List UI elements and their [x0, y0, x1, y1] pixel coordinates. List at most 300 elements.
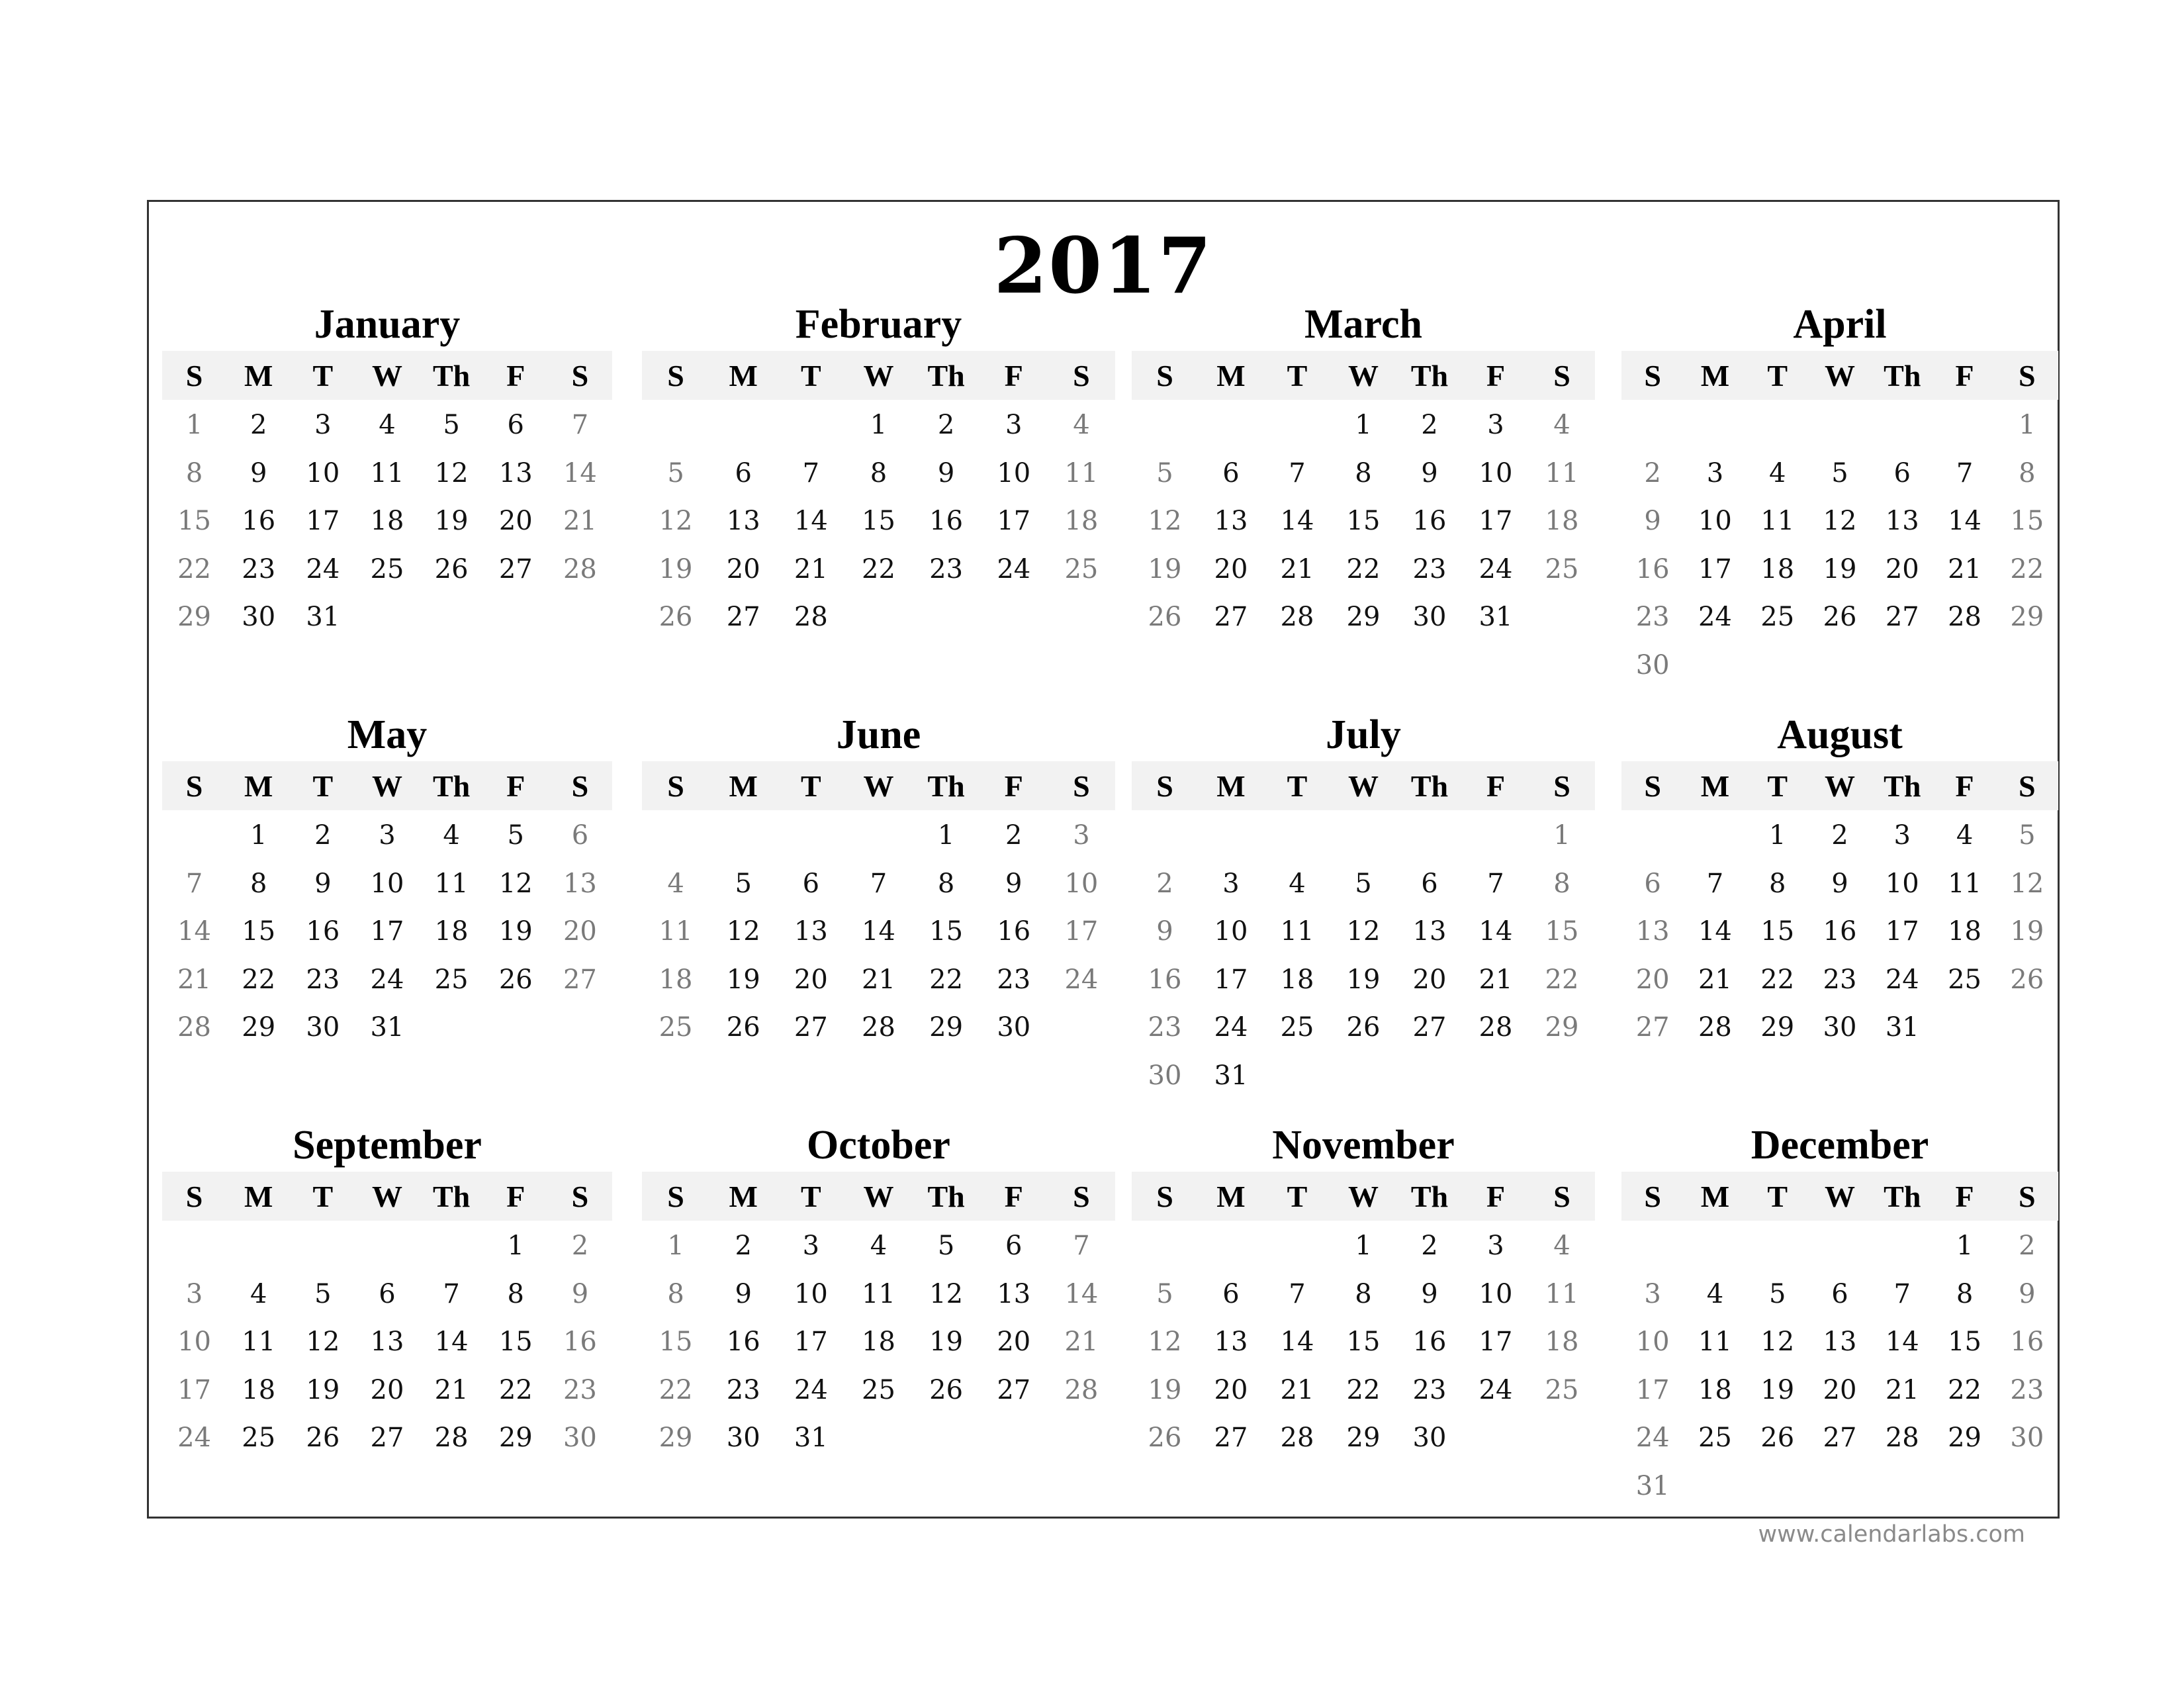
website-credit[interactable]: www.calendarlabs.com — [1758, 1521, 2025, 1548]
day-cell: 14 — [1698, 916, 1732, 947]
weekday-label: S — [2019, 1179, 2036, 1213]
day-cell: 15 — [1948, 1327, 1982, 1357]
day-cell: 24 — [1479, 1374, 1513, 1405]
day-cell: 16 — [1148, 964, 1182, 995]
day-cell: 10 — [1479, 457, 1513, 489]
day-cell: 6 — [571, 820, 589, 851]
day-cell: 8 — [667, 1278, 684, 1309]
day-cell: 19 — [1148, 1374, 1182, 1405]
day-cell: 8 — [1768, 868, 1786, 899]
weekday-label: T — [312, 358, 334, 393]
day-cell: 14 — [1280, 1327, 1314, 1357]
day-cell: 5 — [1156, 1278, 1173, 1309]
weekday-label: T — [1287, 769, 1308, 803]
day-cell: 27 — [1885, 602, 1919, 632]
day-cell: 21 — [1280, 1374, 1314, 1405]
day-cell: 28 — [1698, 1012, 1732, 1043]
weekday-label: S — [571, 1179, 589, 1213]
month-title: August — [1777, 712, 1903, 757]
day-cell: 18 — [1948, 916, 1982, 947]
weekday-header — [1621, 1172, 2058, 1221]
days-grid — [1621, 810, 2058, 1052]
empty-cell — [1871, 401, 1933, 449]
empty-cell — [1132, 401, 1198, 449]
day-cell: 14 — [1064, 1278, 1099, 1309]
day-cell: 26 — [1760, 1423, 1795, 1453]
day-cell: 8 — [2019, 457, 2036, 489]
weekday-label: F — [1955, 1179, 1974, 1213]
month-april — [1621, 298, 2058, 689]
month-march — [1132, 298, 1595, 641]
empty-cell — [642, 401, 709, 449]
weekday-label: M — [729, 769, 758, 803]
weekday-label: Th — [433, 358, 471, 393]
day-cell: 13 — [997, 1278, 1031, 1309]
month-december — [1621, 1119, 2058, 1510]
weekday-label: T — [1767, 769, 1788, 803]
day-cell: 19 — [2010, 916, 2044, 947]
day-cell: 12 — [306, 1327, 340, 1357]
empty-cell — [1198, 401, 1264, 449]
empty-cell — [1396, 812, 1463, 860]
day-cell: 5 — [1156, 457, 1173, 489]
weekday-label: W — [1348, 1179, 1379, 1213]
day-cell: 25 — [1698, 1423, 1732, 1453]
day-cell: 30 — [1412, 1423, 1447, 1453]
day-cell: 11 — [1545, 1278, 1579, 1309]
day-cell: 26 — [1823, 602, 1857, 632]
day-cell: 18 — [659, 964, 693, 995]
day-cell: 28 — [1064, 1374, 1099, 1405]
day-cell: 12 — [1346, 916, 1381, 947]
day-cell: 14 — [1885, 1327, 1919, 1357]
day-cell: 18 — [1064, 506, 1099, 536]
day-cell: 23 — [1412, 553, 1447, 585]
day-cell: 18 — [434, 916, 469, 947]
months-grid — [149, 202, 2058, 1517]
weekday-label: F — [506, 1179, 525, 1213]
day-cell: 13 — [1823, 1327, 1857, 1357]
weekday-label: W — [1824, 769, 1855, 803]
day-cell: 4 — [1553, 410, 1570, 440]
weekday-label: W — [863, 1179, 894, 1213]
weekday-header — [642, 761, 1115, 810]
day-cell: 17 — [1479, 506, 1513, 536]
weekday-label: S — [1644, 358, 1661, 393]
weekday-label: Th — [927, 1179, 965, 1213]
day-cell: 26 — [659, 602, 693, 632]
day-cell: 11 — [370, 457, 404, 489]
weekday-label: S — [2019, 358, 2036, 393]
day-cell: 10 — [997, 457, 1031, 489]
day-cell: 13 — [370, 1327, 404, 1357]
day-cell: 1 — [937, 820, 955, 851]
month-july — [1132, 708, 1595, 1100]
day-cell: 9 — [314, 868, 332, 899]
weekday-label: S — [1073, 769, 1090, 803]
weekday-label: W — [863, 769, 894, 803]
day-cell: 18 — [862, 1327, 895, 1357]
month-title: January — [314, 302, 461, 347]
day-cell: 20 — [498, 506, 533, 536]
day-cell: 16 — [1412, 1327, 1447, 1357]
day-cell: 17 — [794, 1327, 828, 1357]
day-cell: 5 — [2019, 820, 2036, 851]
weekday-label: F — [1004, 1179, 1023, 1213]
day-cell: 20 — [726, 553, 760, 585]
weekday-label: Th — [1410, 358, 1449, 393]
empty-cell — [1330, 812, 1396, 860]
day-cell: 22 — [1346, 1374, 1381, 1405]
weekday-label: S — [1644, 1179, 1661, 1213]
empty-cell — [1264, 401, 1330, 449]
day-cell: 19 — [929, 1327, 964, 1357]
empty-cell — [355, 1222, 419, 1270]
weekday-label: S — [1156, 1179, 1173, 1213]
day-cell: 29 — [242, 1012, 276, 1043]
day-cell: 8 — [1355, 457, 1372, 489]
day-cell: 13 — [1214, 506, 1248, 536]
day-cell: 23 — [306, 964, 340, 995]
day-cell: 25 — [1545, 1374, 1579, 1405]
day-cell: 21 — [434, 1374, 469, 1405]
day-cell: 23 — [1148, 1012, 1182, 1043]
day-cell: 9 — [1005, 868, 1023, 899]
day-cell: 20 — [1214, 553, 1248, 585]
day-cell: 9 — [571, 1278, 589, 1309]
day-cell: 27 — [563, 964, 597, 995]
day-cell: 6 — [379, 1278, 396, 1309]
day-cell: 24 — [177, 1423, 212, 1453]
day-cell: 25 — [862, 1374, 895, 1405]
day-cell: 2 — [314, 820, 332, 851]
day-cell: 16 — [997, 916, 1031, 947]
day-cell: 8 — [185, 457, 203, 489]
day-cell: 15 — [498, 1327, 533, 1357]
days-grid — [1132, 1221, 1595, 1462]
weekday-label: S — [1553, 1179, 1570, 1213]
empty-cell — [777, 812, 844, 860]
day-cell: 30 — [726, 1423, 760, 1453]
empty-cell — [1132, 812, 1198, 860]
weekday-label: W — [1348, 358, 1379, 393]
day-cell: 19 — [1760, 1374, 1795, 1405]
month-may — [162, 708, 612, 1052]
day-cell: 12 — [434, 457, 469, 489]
day-cell: 20 — [370, 1374, 404, 1405]
weekday-label: S — [2019, 769, 2036, 803]
day-cell: 3 — [1487, 1231, 1504, 1261]
day-cell: 18 — [1280, 964, 1314, 995]
weekday-label: Th — [927, 769, 965, 803]
days-grid — [1621, 400, 2058, 689]
empty-cell — [1684, 1222, 1746, 1270]
day-cell: 1 — [870, 410, 887, 440]
empty-cell — [1684, 401, 1746, 449]
day-cell: 6 — [802, 868, 820, 899]
month-october — [642, 1119, 1115, 1462]
day-cell: 9 — [2019, 1278, 2036, 1309]
day-cell: 21 — [563, 506, 597, 536]
day-cell: 24 — [1635, 1423, 1670, 1453]
day-cell: 2 — [2019, 1231, 2036, 1261]
day-cell: 30 — [306, 1012, 340, 1043]
day-cell: 30 — [2010, 1423, 2044, 1453]
day-cell: 7 — [1956, 457, 1974, 489]
weekday-label: F — [506, 358, 525, 393]
empty-cell — [1132, 1222, 1198, 1270]
day-cell: 18 — [370, 506, 404, 536]
day-cell: 4 — [379, 410, 396, 440]
weekday-label: S — [571, 769, 589, 803]
day-cell: 2 — [1005, 820, 1023, 851]
day-cell: 15 — [929, 916, 964, 947]
empty-cell — [1621, 812, 1684, 860]
day-cell: 25 — [659, 1012, 693, 1043]
day-cell: 10 — [1885, 868, 1919, 899]
empty-cell — [1871, 1222, 1933, 1270]
day-cell: 9 — [1421, 1278, 1438, 1309]
empty-cell — [1684, 812, 1746, 860]
day-cell: 18 — [1760, 553, 1795, 585]
day-cell: 5 — [937, 1231, 955, 1261]
weekday-label: T — [1767, 358, 1788, 393]
day-cell: 12 — [1148, 506, 1182, 536]
day-cell: 21 — [794, 553, 828, 585]
day-cell: 23 — [1635, 602, 1670, 632]
day-cell: 29 — [177, 602, 212, 632]
weekday-label: S — [1553, 769, 1570, 803]
day-cell: 23 — [242, 553, 276, 585]
day-cell: 13 — [1214, 1327, 1248, 1357]
day-cell: 23 — [1823, 964, 1857, 995]
day-cell: 3 — [1073, 820, 1090, 851]
day-cell: 7 — [1289, 1278, 1306, 1309]
day-cell: 20 — [1412, 964, 1447, 995]
day-cell: 22 — [929, 964, 964, 995]
day-cell: 3 — [1706, 457, 1724, 489]
day-cell: 28 — [563, 553, 597, 585]
day-cell: 12 — [929, 1278, 964, 1309]
day-cell: 6 — [1644, 868, 1661, 899]
weekday-header — [1621, 351, 2058, 400]
weekday-label: F — [506, 769, 525, 803]
day-cell: 11 — [1698, 1327, 1732, 1357]
day-cell: 19 — [1148, 553, 1182, 585]
day-cell: 30 — [1412, 602, 1447, 632]
day-cell: 12 — [2010, 868, 2044, 899]
day-cell: 3 — [1487, 410, 1504, 440]
month-title: May — [347, 712, 428, 757]
weekday-label: S — [1156, 769, 1173, 803]
day-cell: 30 — [997, 1012, 1031, 1043]
day-cell: 15 — [1760, 916, 1795, 947]
day-cell: 6 — [1831, 1278, 1848, 1309]
empty-cell — [1198, 812, 1264, 860]
day-cell: 26 — [498, 964, 533, 995]
day-cell: 16 — [1823, 916, 1857, 947]
day-cell: 17 — [1635, 1374, 1670, 1405]
day-cell: 23 — [1412, 1374, 1447, 1405]
weekday-label: S — [1073, 1179, 1090, 1213]
weekday-label: F — [1486, 1179, 1506, 1213]
day-cell: 30 — [563, 1423, 597, 1453]
day-cell: 4 — [1706, 1278, 1724, 1309]
days-grid — [1132, 810, 1595, 1100]
day-cell: 7 — [870, 868, 887, 899]
day-cell: 6 — [1005, 1231, 1023, 1261]
day-cell: 31 — [1635, 1470, 1670, 1501]
day-cell: 10 — [794, 1278, 828, 1309]
month-title: September — [293, 1123, 482, 1168]
day-cell: 20 — [794, 964, 828, 995]
day-cell: 17 — [306, 506, 340, 536]
weekday-label: Th — [433, 1179, 471, 1213]
day-cell: 4 — [1073, 410, 1090, 440]
day-cell: 4 — [870, 1231, 887, 1261]
day-cell: 12 — [1148, 1327, 1182, 1357]
day-cell: 21 — [177, 964, 212, 995]
month-title: October — [807, 1123, 950, 1168]
day-cell: 5 — [507, 820, 524, 851]
day-cell: 31 — [1885, 1012, 1919, 1043]
day-cell: 8 — [1956, 1278, 1974, 1309]
day-cell: 31 — [370, 1012, 404, 1043]
empty-cell — [1621, 1222, 1684, 1270]
day-cell: 25 — [242, 1423, 276, 1453]
day-cell: 12 — [726, 916, 760, 947]
day-cell: 24 — [1885, 964, 1919, 995]
day-cell: 2 — [571, 1231, 589, 1261]
day-cell: 17 — [1214, 964, 1248, 995]
month-title: December — [1751, 1123, 1929, 1168]
day-cell: 31 — [794, 1423, 828, 1453]
day-cell: 22 — [1948, 1374, 1982, 1405]
day-cell: 28 — [1479, 1012, 1513, 1043]
day-cell: 3 — [1005, 410, 1023, 440]
weekday-label: F — [1955, 769, 1974, 803]
day-cell: 7 — [1073, 1231, 1090, 1261]
weekday-header — [642, 1172, 1115, 1221]
empty-cell — [162, 1222, 226, 1270]
month-title: November — [1272, 1123, 1455, 1168]
day-cell: 17 — [1885, 916, 1919, 947]
day-cell: 14 — [177, 916, 212, 947]
weekday-label: F — [1486, 769, 1506, 803]
day-cell: 11 — [862, 1278, 895, 1309]
month-title: July — [1326, 712, 1401, 757]
day-cell: 15 — [1545, 916, 1579, 947]
day-cell: 10 — [1698, 506, 1732, 536]
weekday-label: S — [667, 358, 684, 393]
day-cell: 8 — [870, 457, 887, 489]
day-cell: 11 — [242, 1327, 276, 1357]
day-cell: 1 — [1956, 1231, 1974, 1261]
day-cell: 26 — [306, 1423, 340, 1453]
days-grid — [642, 400, 1115, 641]
weekday-label: T — [801, 1179, 821, 1213]
day-cell: 1 — [1768, 820, 1786, 851]
weekday-label: F — [1486, 358, 1506, 393]
day-cell: 7 — [802, 457, 820, 489]
day-cell: 23 — [563, 1374, 597, 1405]
day-cell: 1 — [2019, 410, 2036, 440]
day-cell: 22 — [1760, 964, 1795, 995]
weekday-label: Th — [1884, 769, 1921, 803]
day-cell: 21 — [1280, 553, 1314, 585]
day-cell: 2 — [250, 410, 267, 440]
day-cell: 27 — [498, 553, 533, 585]
day-cell: 24 — [1698, 602, 1732, 632]
day-cell: 8 — [507, 1278, 524, 1309]
day-cell: 7 — [1893, 1278, 1911, 1309]
day-cell: 10 — [1479, 1278, 1513, 1309]
day-cell: 18 — [1545, 1327, 1579, 1357]
day-cell: 9 — [1156, 916, 1173, 947]
day-cell: 29 — [1545, 1012, 1579, 1043]
weekday-header — [162, 761, 612, 810]
day-cell: 24 — [370, 964, 404, 995]
days-grid — [1132, 400, 1595, 641]
day-cell: 2 — [1156, 868, 1173, 899]
weekday-header — [162, 351, 612, 400]
day-cell: 29 — [1948, 1423, 1982, 1453]
day-cell: 1 — [667, 1231, 684, 1261]
weekday-label: Th — [927, 358, 965, 393]
day-cell: 10 — [1635, 1327, 1670, 1357]
day-cell: 17 — [1479, 1327, 1513, 1357]
day-cell: 8 — [1355, 1278, 1372, 1309]
weekday-header — [1132, 351, 1595, 400]
day-cell: 19 — [306, 1374, 340, 1405]
day-cell: 11 — [1948, 868, 1982, 899]
day-cell: 22 — [177, 553, 212, 585]
weekday-label: T — [801, 769, 821, 803]
day-cell: 28 — [1280, 1423, 1314, 1453]
day-cell: 14 — [1479, 916, 1513, 947]
day-cell: 3 — [1222, 868, 1240, 899]
weekday-label: M — [244, 769, 273, 803]
day-cell: 9 — [1421, 457, 1438, 489]
day-cell: 12 — [659, 506, 693, 536]
day-cell: 10 — [1064, 868, 1099, 899]
weekday-label: M — [244, 358, 273, 393]
day-cell: 17 — [177, 1374, 212, 1405]
day-cell: 8 — [937, 868, 955, 899]
day-cell: 28 — [1280, 602, 1314, 632]
weekday-label: M — [729, 358, 758, 393]
day-cell: 16 — [242, 506, 276, 536]
day-cell: 25 — [1064, 553, 1099, 585]
day-cell: 9 — [1831, 868, 1848, 899]
day-cell: 25 — [1760, 602, 1795, 632]
day-cell: 11 — [1545, 457, 1579, 489]
weekday-label: S — [667, 769, 684, 803]
weekday-label: S — [185, 358, 203, 393]
day-cell: 27 — [1412, 1012, 1447, 1043]
day-cell: 27 — [1823, 1423, 1857, 1453]
day-cell: 16 — [306, 916, 340, 947]
weekday-label: T — [1287, 1179, 1308, 1213]
day-cell: 4 — [250, 1278, 267, 1309]
day-cell: 25 — [370, 553, 404, 585]
day-cell: 28 — [177, 1012, 212, 1043]
day-cell: 4 — [1956, 820, 1974, 851]
day-cell: 13 — [1412, 916, 1447, 947]
day-cell: 17 — [370, 916, 404, 947]
day-cell: 15 — [862, 506, 895, 536]
weekday-label: S — [1156, 358, 1173, 393]
